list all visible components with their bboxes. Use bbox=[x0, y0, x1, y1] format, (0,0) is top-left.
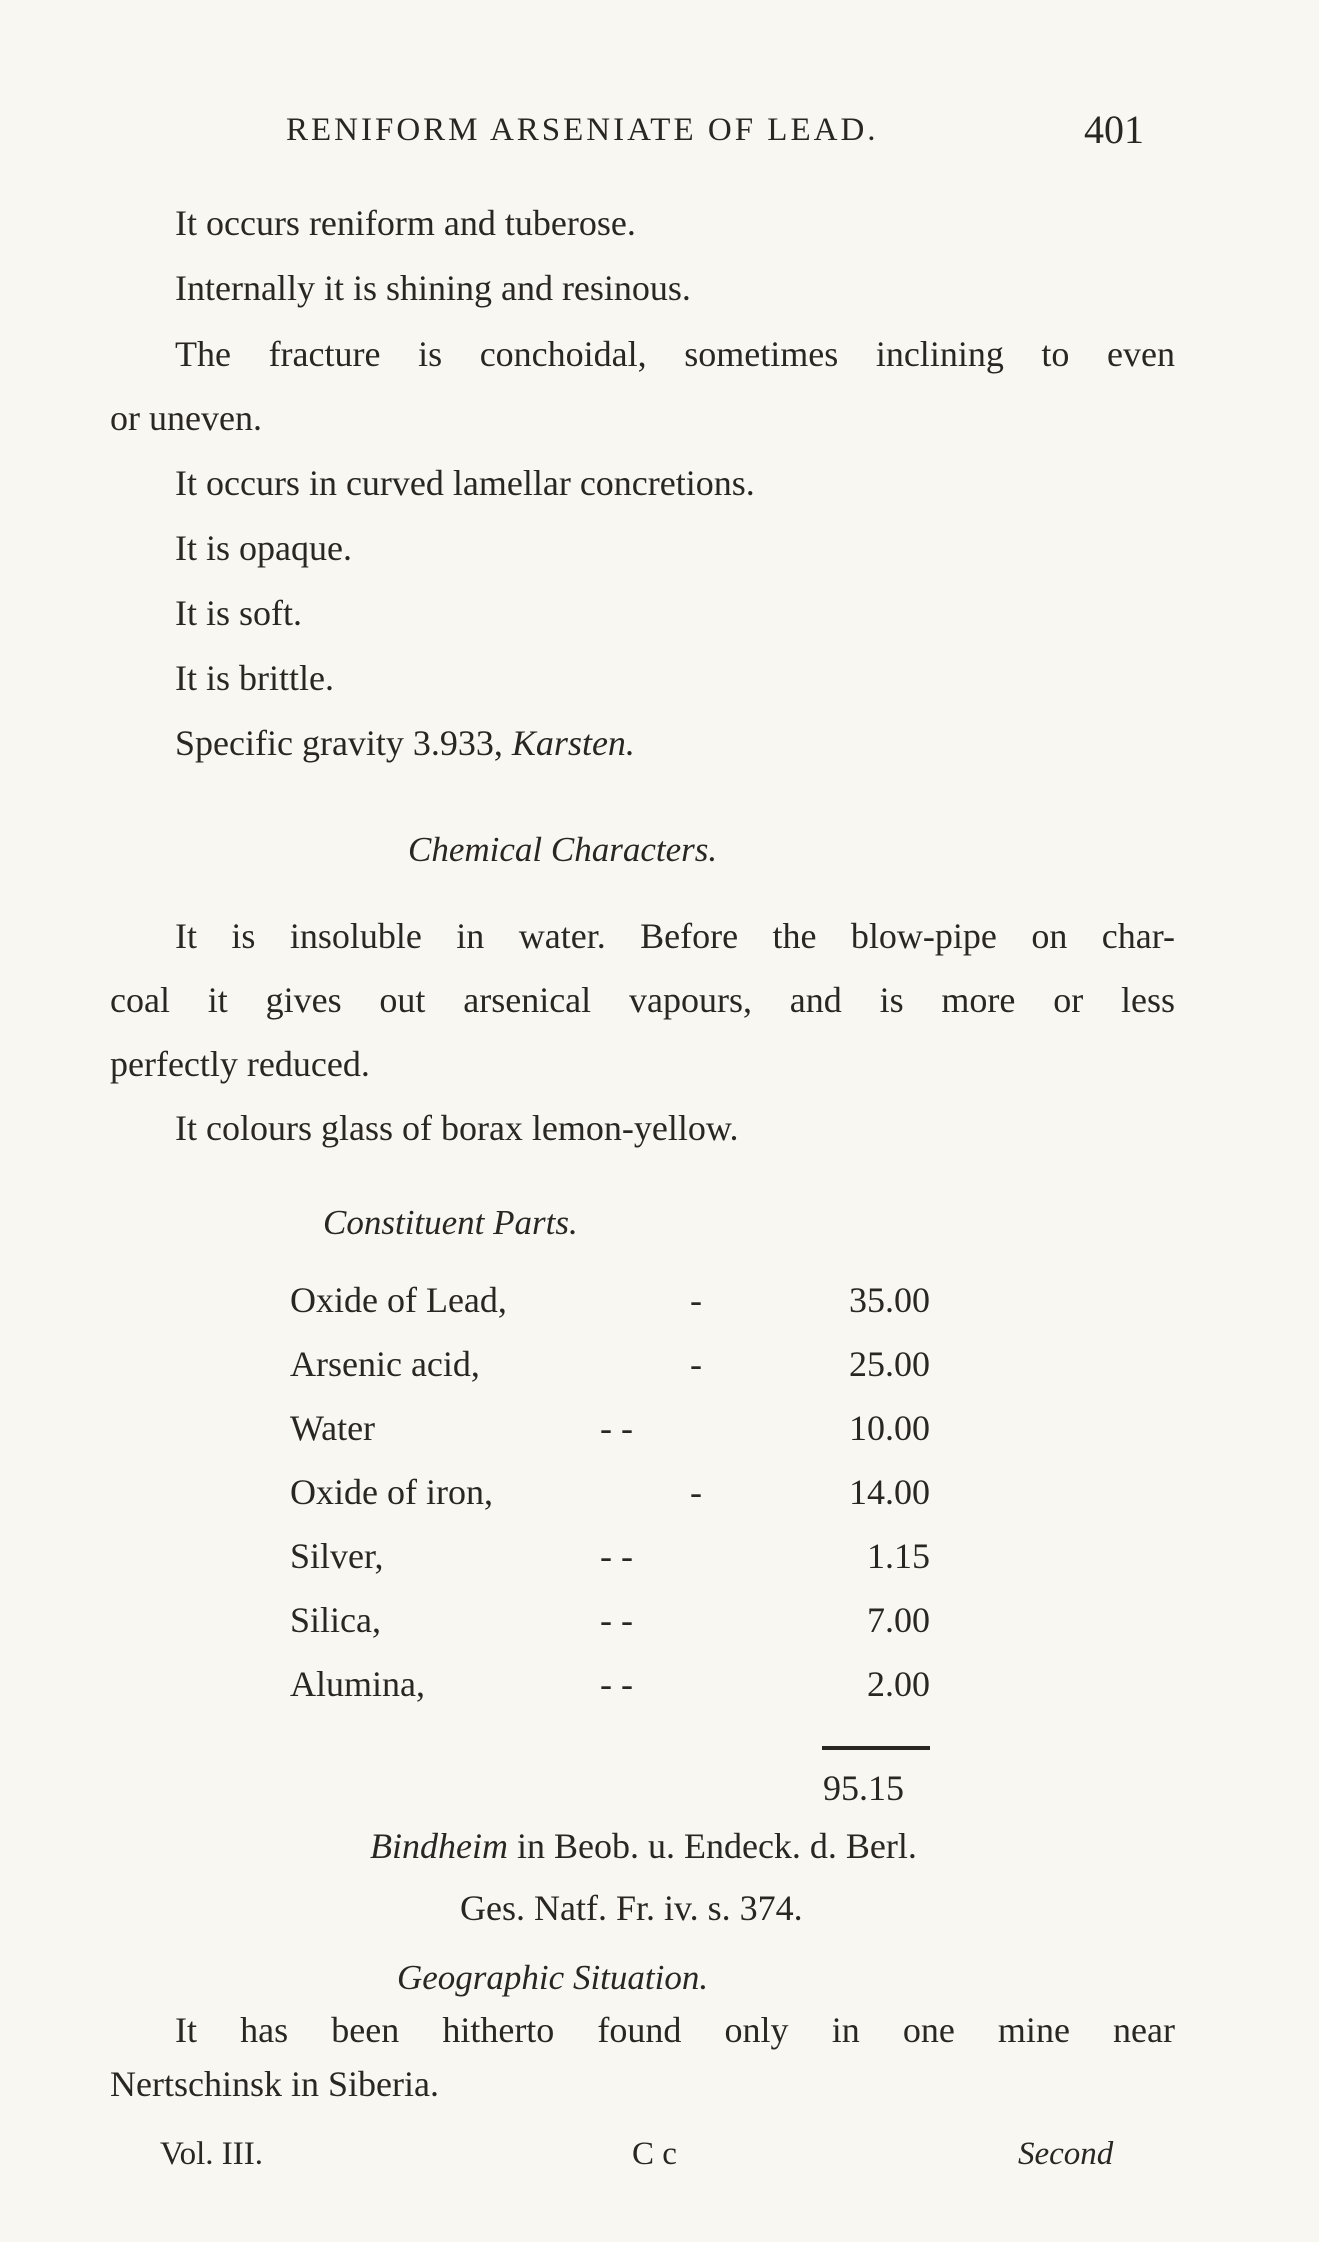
constituent-row bbox=[290, 1666, 930, 1710]
specific-gravity-text: Specific gravity 3.933, bbox=[175, 723, 503, 763]
constituent-value: 14.00 bbox=[849, 1472, 930, 1512]
constituent-value: 2.00 bbox=[867, 1664, 930, 1704]
description-line-2: Internally it is shining and resinous. bbox=[175, 268, 691, 308]
constituent-row bbox=[290, 1410, 930, 1454]
geographic-line-2: Nertschinsk in Siberia. bbox=[110, 2064, 439, 2104]
description-line-5: It occurs in curved lamellar concretions. bbox=[175, 463, 755, 503]
volume-mark: Vol. III. bbox=[160, 2136, 263, 2172]
constituent-row bbox=[290, 1474, 930, 1518]
constituent-parts-heading: Constituent Parts. bbox=[323, 1203, 578, 1242]
constituent-dashes: - bbox=[690, 1344, 702, 1384]
source-line-2: Ges. Natf. Fr. iv. s. 374. bbox=[460, 1888, 803, 1928]
constituent-name: Silica, bbox=[290, 1600, 381, 1640]
geographic-line-1: It has been hitherto found only in one mine near bbox=[175, 2010, 1175, 2050]
constituent-dashes: - - bbox=[600, 1408, 633, 1448]
running-title: RENIFORM ARSENIATE OF LEAD. bbox=[286, 112, 879, 148]
constituent-value: 7.00 bbox=[867, 1600, 930, 1640]
chemical-line-1: It is insoluble in water. Before the blow-pipe on char- bbox=[175, 916, 1175, 956]
catchword: Second bbox=[1018, 2136, 1114, 2172]
chemical-line-2: coal it gives out arsenical vapours, and is more or less bbox=[110, 980, 1175, 1020]
constituent-dashes: - - bbox=[600, 1536, 633, 1576]
constituent-name: Silver, bbox=[290, 1536, 384, 1576]
source-author: Bindheim bbox=[370, 1826, 508, 1866]
constituent-name: Oxide of iron, bbox=[290, 1472, 493, 1512]
constituent-value: 1.15 bbox=[867, 1536, 930, 1576]
constituent-name: Alumina, bbox=[290, 1664, 425, 1704]
constituent-row bbox=[290, 1538, 930, 1582]
constituent-row bbox=[290, 1602, 930, 1646]
constituent-dashes: - - bbox=[600, 1600, 633, 1640]
description-line-6: It is opaque. bbox=[175, 528, 352, 568]
description-line-8: It is brittle. bbox=[175, 658, 334, 698]
constituent-total: 95.15 bbox=[823, 1768, 904, 1808]
geographic-situation-heading: Geographic Situation. bbox=[397, 1958, 709, 1997]
chemical-characters-heading: Chemical Characters. bbox=[408, 830, 718, 869]
description-line-7: It is soft. bbox=[175, 593, 303, 633]
constituent-dashes: - bbox=[690, 1472, 702, 1512]
constituent-name: Arsenic acid, bbox=[290, 1344, 480, 1384]
description-line-4: or uneven. bbox=[110, 398, 262, 438]
source-line-1 bbox=[370, 1828, 917, 1864]
specific-gravity-author: Karsten. bbox=[511, 723, 635, 763]
specific-gravity-line bbox=[175, 725, 635, 761]
constituent-value: 35.00 bbox=[849, 1280, 930, 1320]
source-reference: in Beob. u. Endeck. d. Berl. bbox=[516, 1826, 917, 1866]
signature-mark: C c bbox=[632, 2136, 677, 2172]
total-rule bbox=[822, 1746, 930, 1750]
description-line-3: The fracture is conchoidal, sometimes inclining to even bbox=[175, 334, 1175, 374]
chemical-line-4: It colours glass of borax lemon-yellow. bbox=[175, 1108, 739, 1148]
constituent-value: 25.00 bbox=[849, 1344, 930, 1384]
constituent-row bbox=[290, 1282, 930, 1326]
description-line-1: It occurs reniform and tuberose. bbox=[175, 203, 636, 243]
constituent-value: 10.00 bbox=[849, 1408, 930, 1448]
constituent-dashes: - bbox=[690, 1280, 702, 1320]
page-number: 401 bbox=[1084, 107, 1144, 152]
chemical-line-3: perfectly reduced. bbox=[110, 1044, 370, 1084]
constituent-row bbox=[290, 1346, 930, 1390]
constituent-name: Water bbox=[290, 1408, 376, 1448]
constituent-name: Oxide of Lead, bbox=[290, 1280, 507, 1320]
constituent-dashes: - - bbox=[600, 1664, 633, 1704]
